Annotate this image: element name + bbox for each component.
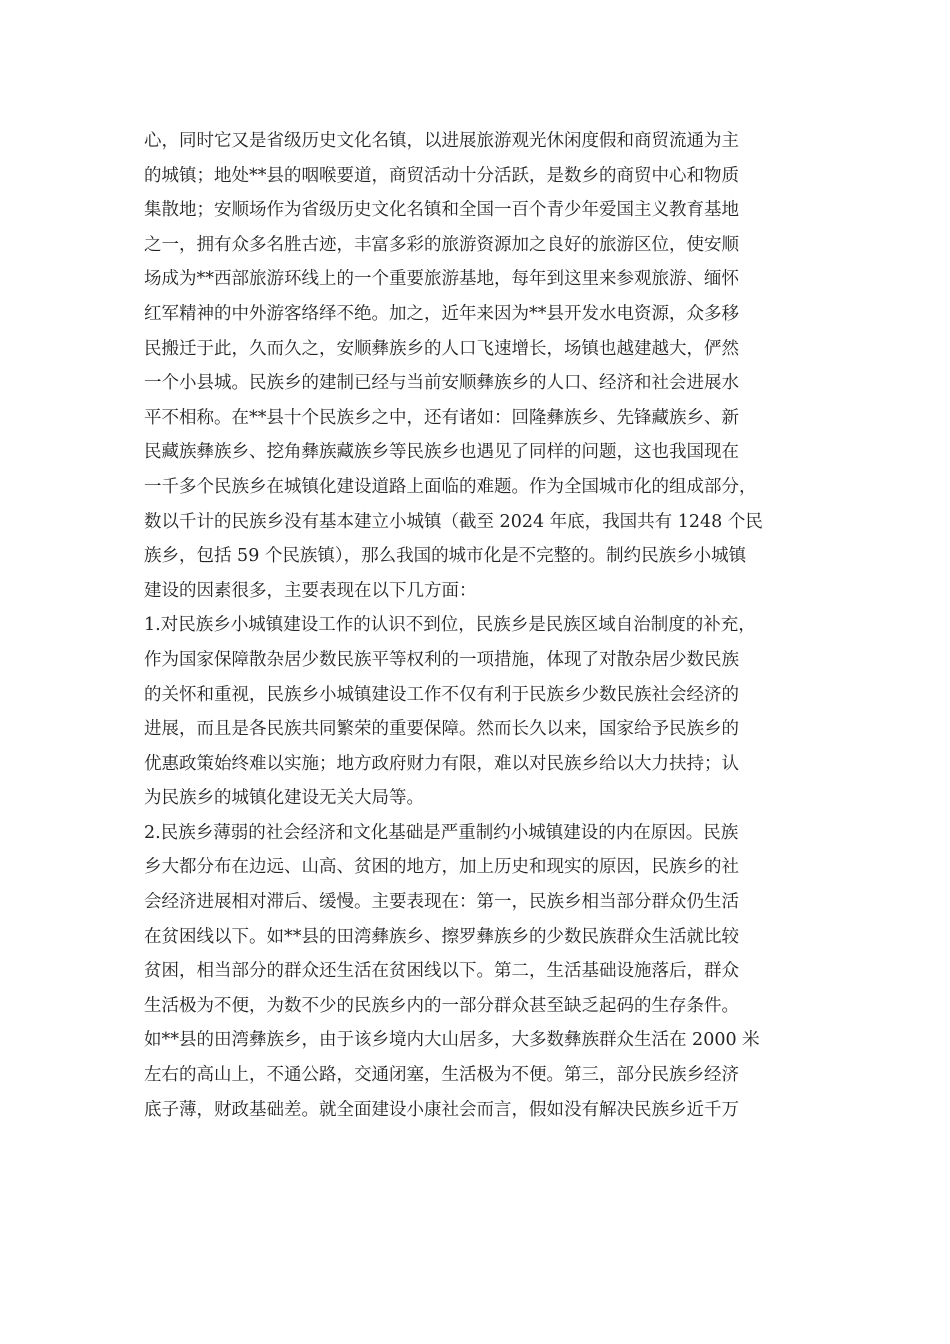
text-line: 建设的因素很多，主要表现在以下几方面： [144, 580, 477, 601]
text-line: 乡大都分布在边远、山高、贫困的地方，加上历史和现实的原因，民族乡的社 [144, 857, 739, 878]
text-line: 作为国家保障散杂居少数民族平等权利的一项措施，体现了对散杂居少数民族 [144, 649, 739, 670]
text-line: 数以千计的民族乡没有基本建立小城镇（截至 2024 年底，我国共有 1248 个民 [144, 511, 763, 532]
text-line: 的关怀和重视，民族乡小城镇建设工作不仅有利于民族乡少数民族社会经济的 [144, 684, 739, 705]
text-line: 2.民族乡薄弱的社会经济和文化基础是严重制约小城镇建设的内在原因。民族 [144, 822, 739, 843]
text-line: 1.对民族乡小城镇建设工作的认识不到位，民族乡是民族区域自治制度的补充， [144, 615, 756, 636]
text-line: 民搬迁于此，久而久之，安顺彝族乡的人口飞速增长，场镇也越建越大，俨然 [144, 338, 739, 359]
text-line: 民藏族彝族乡、挖角彝族藏族乡等民族乡也遇见了同样的问题，这也我国现在 [144, 442, 739, 463]
body-text [144, 124, 804, 1127]
text-line: 左右的高山上，不通公路，交通闭塞，生活极为不便。第三，部分民族乡经济 [144, 1065, 739, 1086]
text-line: 的城镇；地处**县的咽喉要道，商贸活动十分活跃，是数乡的商贸中心和物质 [144, 165, 739, 186]
text-line: 集散地；安顺场作为省级历史文化名镇和全国一百个青少年爱国主义教育基地 [144, 200, 739, 221]
text-line: 红军精神的中外游客络绎不绝。加之，近年来因为**县开发水电资源，众多移 [144, 303, 739, 324]
text-line: 生活极为不便，为数不少的民族乡内的一部分群众甚至缺乏起码的生存条件。 [144, 995, 739, 1016]
text-line: 之一，拥有众多名胜古迹，丰富多彩的旅游资源加之良好的旅游区位，使安顺 [144, 234, 739, 255]
text-line: 进展，而且是各民族共同繁荣的重要保障。然而长久以来，国家给予民族乡的 [144, 719, 739, 740]
text-line: 会经济进展相对滞后、缓慢。主要表现在：第一，民族乡相当部分群众仍生活 [144, 892, 739, 913]
text-line: 一千多个民族乡在城镇化建设道路上面临的难题。作为全国城市化的组成部分， [144, 476, 757, 497]
text-line: 优惠政策始终难以实施；地方政府财力有限，难以对民族乡给以大力扶持；认 [144, 753, 739, 774]
text-line: 心，同时它又是省级历史文化名镇，以进展旅游观光休闲度假和商贸流通为主 [144, 131, 739, 151]
text-line: 族乡，包括 59 个民族镇），那么我国的城市化是不完整的。制约民族乡小城镇 [144, 546, 747, 567]
text-line: 底子薄，财政基础差。就全面建设小康社会而言，假如没有解决民族乡近千万 [144, 1099, 739, 1120]
text-line: 为民族乡的城镇化建设无关大局等。 [144, 788, 424, 809]
text-line: 平不相称。在**县十个民族乡之中，还有诸如：回隆彝族乡、先锋藏族乡、新 [144, 407, 739, 428]
text-line: 贫困，相当部分的群众还生活在贫困线以下。第二，生活基础设施落后，群众 [144, 961, 739, 982]
text-line: 在贫困线以下。如**县的田湾彝族乡、擦罗彝族乡的少数民族群众生活就比较 [144, 926, 739, 947]
text-line: 场成为**西部旅游环线上的一个重要旅游基地，每年到这里来参观旅游、缅怀 [144, 269, 739, 290]
text-line: 如**县的田湾彝族乡，由于该乡境内大山居多，大多数彝族群众生活在 2000 米 [144, 1030, 760, 1051]
text-line: 一个小县城。民族乡的建制已经与当前安顺彝族乡的人口、经济和社会进展水 [144, 373, 739, 394]
